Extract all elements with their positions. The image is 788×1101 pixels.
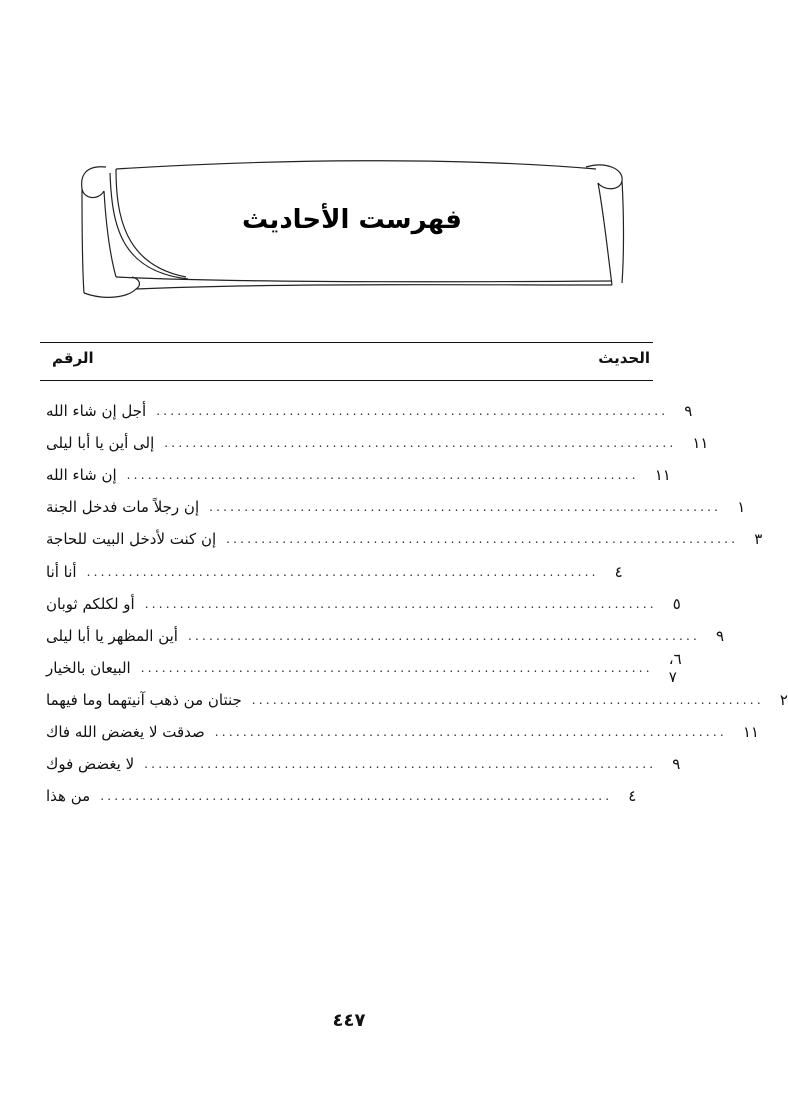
list-item	[40, 491, 746, 523]
list-item	[40, 427, 709, 459]
hadith-index-list	[40, 395, 788, 812]
hadith-number: ٣	[754, 530, 763, 549]
list-item	[40, 459, 671, 491]
hadith-column-header: الحديث	[598, 349, 650, 367]
leader-dots: .........................................................................	[164, 436, 677, 451]
hadith-text: إن رجلاً مات فدخل الجنة	[46, 498, 200, 517]
hadith-number: ٩	[672, 755, 681, 774]
list-item	[40, 748, 681, 780]
page-number: ٤٤٧	[332, 1010, 366, 1031]
leader-dots: .........................................................................	[144, 596, 657, 611]
hadith-text: البيعان بالخيار	[46, 658, 131, 677]
hadith-number: ٩	[684, 402, 693, 421]
list-item	[40, 716, 759, 748]
hadith-text: أين المظهر يا أبا ليلى	[46, 626, 178, 645]
leader-dots: .........................................................................	[214, 724, 727, 739]
header-top-rule	[40, 342, 653, 343]
leader-dots: .........................................................................	[144, 757, 657, 772]
hadith-text: إلى أين يا أبا ليلى	[46, 434, 155, 453]
list-item	[40, 620, 725, 652]
hadith-number: ٥	[672, 594, 681, 613]
leader-dots: .........................................................................	[156, 404, 669, 419]
leader-dots: .........................................................................	[86, 564, 599, 579]
hadith-text: لا يغضض فوك	[46, 755, 135, 774]
list-item	[40, 395, 693, 427]
hadith-text: أنا أنا	[46, 562, 77, 581]
leader-dots: .........................................................................	[251, 692, 764, 707]
list-item	[40, 588, 681, 620]
hadith-number: ٩	[716, 626, 725, 645]
list-item	[40, 780, 653, 812]
leader-dots: .........................................................................	[226, 532, 739, 547]
hadith-number: ١١	[742, 722, 759, 741]
hadith-number: ١١	[654, 466, 671, 485]
hadith-number: ٢	[779, 690, 788, 709]
leader-dots: .........................................................................	[126, 468, 639, 483]
leader-dots: .........................................................................	[100, 789, 613, 804]
hadith-text: جنتان من ذهب آنيتهما وما فيهما	[46, 690, 242, 709]
hadith-text: أجل إن شاء الله	[46, 402, 147, 421]
hadith-number: ٦، ٧	[668, 649, 682, 686]
leader-dots: .........................................................................	[209, 500, 722, 515]
hadith-number: ١	[737, 498, 746, 517]
leader-dots: .........................................................................	[187, 628, 701, 643]
hadith-number: ٤	[628, 787, 637, 806]
list-item	[40, 649, 682, 686]
hadith-text: إن كنت لأدخل البيت للحاجة	[46, 530, 217, 549]
list-item	[40, 684, 788, 716]
leader-dots: .........................................................................	[140, 660, 653, 675]
hadith-number: ١١	[692, 434, 709, 453]
index-title: فهرست الأحاديث	[242, 205, 462, 235]
list-item	[40, 555, 653, 587]
hadith-text: من هذا	[46, 787, 91, 806]
hadith-text: أو لكلكم ثوبان	[46, 594, 135, 613]
hadith-text: إن شاء الله	[46, 466, 117, 485]
number-column-header: الرقم	[52, 349, 94, 367]
title-scroll-banner	[76, 155, 628, 305]
hadith-text: صدقت لا يغضض الله فاك	[46, 722, 205, 741]
header-bottom-rule	[40, 380, 653, 381]
list-item	[40, 523, 763, 555]
hadith-number: ٤	[614, 562, 623, 581]
